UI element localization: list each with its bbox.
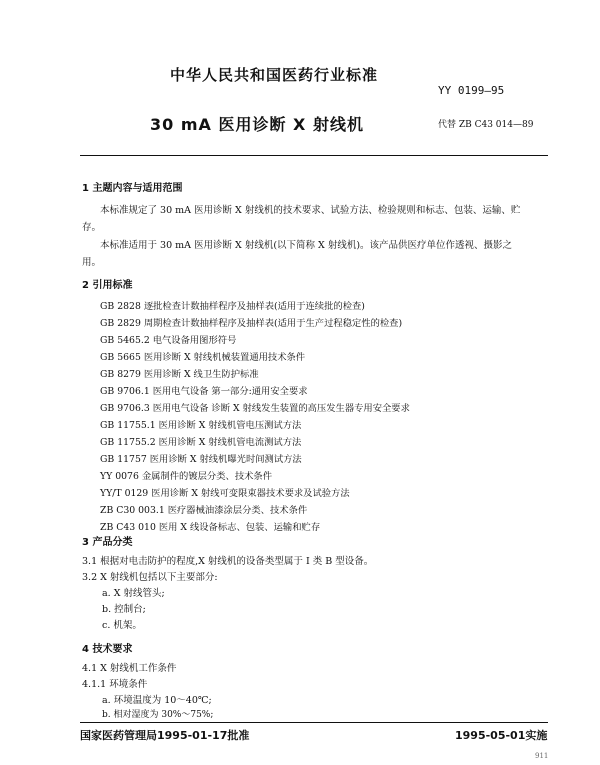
section-4-heading: 4 技术要求 <box>82 644 133 655</box>
section-2-heading: 2 引用标准 <box>82 280 133 291</box>
clause-3-2: 3.2 X 射线机包括以下主要部分: <box>82 572 218 583</box>
reference-item: GB 2829 周期检查计数抽样程序及抽样表(适用于生产过程稳定性的检查) <box>100 318 403 329</box>
reference-item: GB 9706.3 医用电气设备 诊断 X 射线发生装置的高压发生器专用安全要求 <box>100 403 410 414</box>
section-1-paragraph-1: 本标准规定了 30 mA 医用诊断 X 射线机的技术要求、试验方法、检验规则和标志、包装、运输、贮 <box>100 205 521 216</box>
list-item: b. 控制台; <box>102 604 146 615</box>
reference-item: ZB C30 003.1 医疗器械油漆涂层分类、技术条件 <box>100 505 308 516</box>
reference-item: GB 11755.2 医用诊断 X 射线机管电流测试方法 <box>100 437 302 448</box>
reference-item: YY 0076 金属制件的镀层分类、技术条件 <box>100 471 273 482</box>
reference-item: GB 9706.1 医用电气设备 第一部分:通用安全要求 <box>100 386 308 397</box>
issuing-body-title: 中华人民共和国医药行业标准 <box>170 66 379 84</box>
list-item: a. X 射线管头; <box>102 588 165 599</box>
reference-item: GB 11757 医用诊断 X 射线机曝光时间测试方法 <box>100 454 302 465</box>
approval-date: 国家医药管理局1995-01-17批准 <box>80 729 250 742</box>
clause-4-1-1: 4.1.1 环境条件 <box>82 679 148 690</box>
list-item: c. 机架。 <box>102 620 142 631</box>
header-rule <box>80 155 548 156</box>
list-item: a. 环境温度为 10～40℃; <box>102 695 212 706</box>
section-1-paragraph-1-cont: 存。 <box>82 222 102 233</box>
clause-3-1: 3.1 根据对电击防护的程度,X 射线机的设备类型属于 Ⅰ 类 B 型设备。 <box>82 556 374 567</box>
section-1-paragraph-2-cont: 用。 <box>82 257 102 268</box>
replaces-standard: 代替 ZB C43 014—89 <box>438 120 534 130</box>
document-title: 30 mA 医用诊断 X 射线机 <box>150 115 364 134</box>
effective-date: 1995-05-01实施 <box>455 729 548 742</box>
reference-item: ZB C43 010 医用 X 线设备标志、包装、运输和贮存 <box>100 522 321 533</box>
reference-item: GB 2828 逐批检查计数抽样程序及抽样表(适用于连续批的检查) <box>100 301 365 312</box>
standard-number: YY 0199—95 <box>438 84 505 97</box>
reference-item: GB 11755.1 医用诊断 X 射线机管电压测试方法 <box>100 420 302 431</box>
page-number: 911 <box>535 752 549 760</box>
reference-item: GB 5665 医用诊断 X 射线机械装置通用技术条件 <box>100 352 306 363</box>
section-1-heading: 1 主题内容与适用范围 <box>82 183 183 194</box>
footer-rule <box>80 722 548 723</box>
list-item: b. 相对湿度为 30%～75%; <box>102 707 215 720</box>
reference-item: GB 8279 医用诊断 X 线卫生防护标准 <box>100 369 259 380</box>
section-1-paragraph-2: 本标准适用于 30 mA 医用诊断 X 射线机(以下简称 X 射线机)。该产品供医疗单位作透视、摄影之 <box>100 240 513 251</box>
reference-item: YY/T 0129 医用诊断 X 射线可变限束器技术要求及试验方法 <box>100 488 350 499</box>
clause-4-1: 4.1 X 射线机工作条件 <box>82 663 177 674</box>
section-3-heading: 3 产品分类 <box>82 537 133 548</box>
reference-item: GB 5465.2 电气设备用图形符号 <box>100 335 237 346</box>
